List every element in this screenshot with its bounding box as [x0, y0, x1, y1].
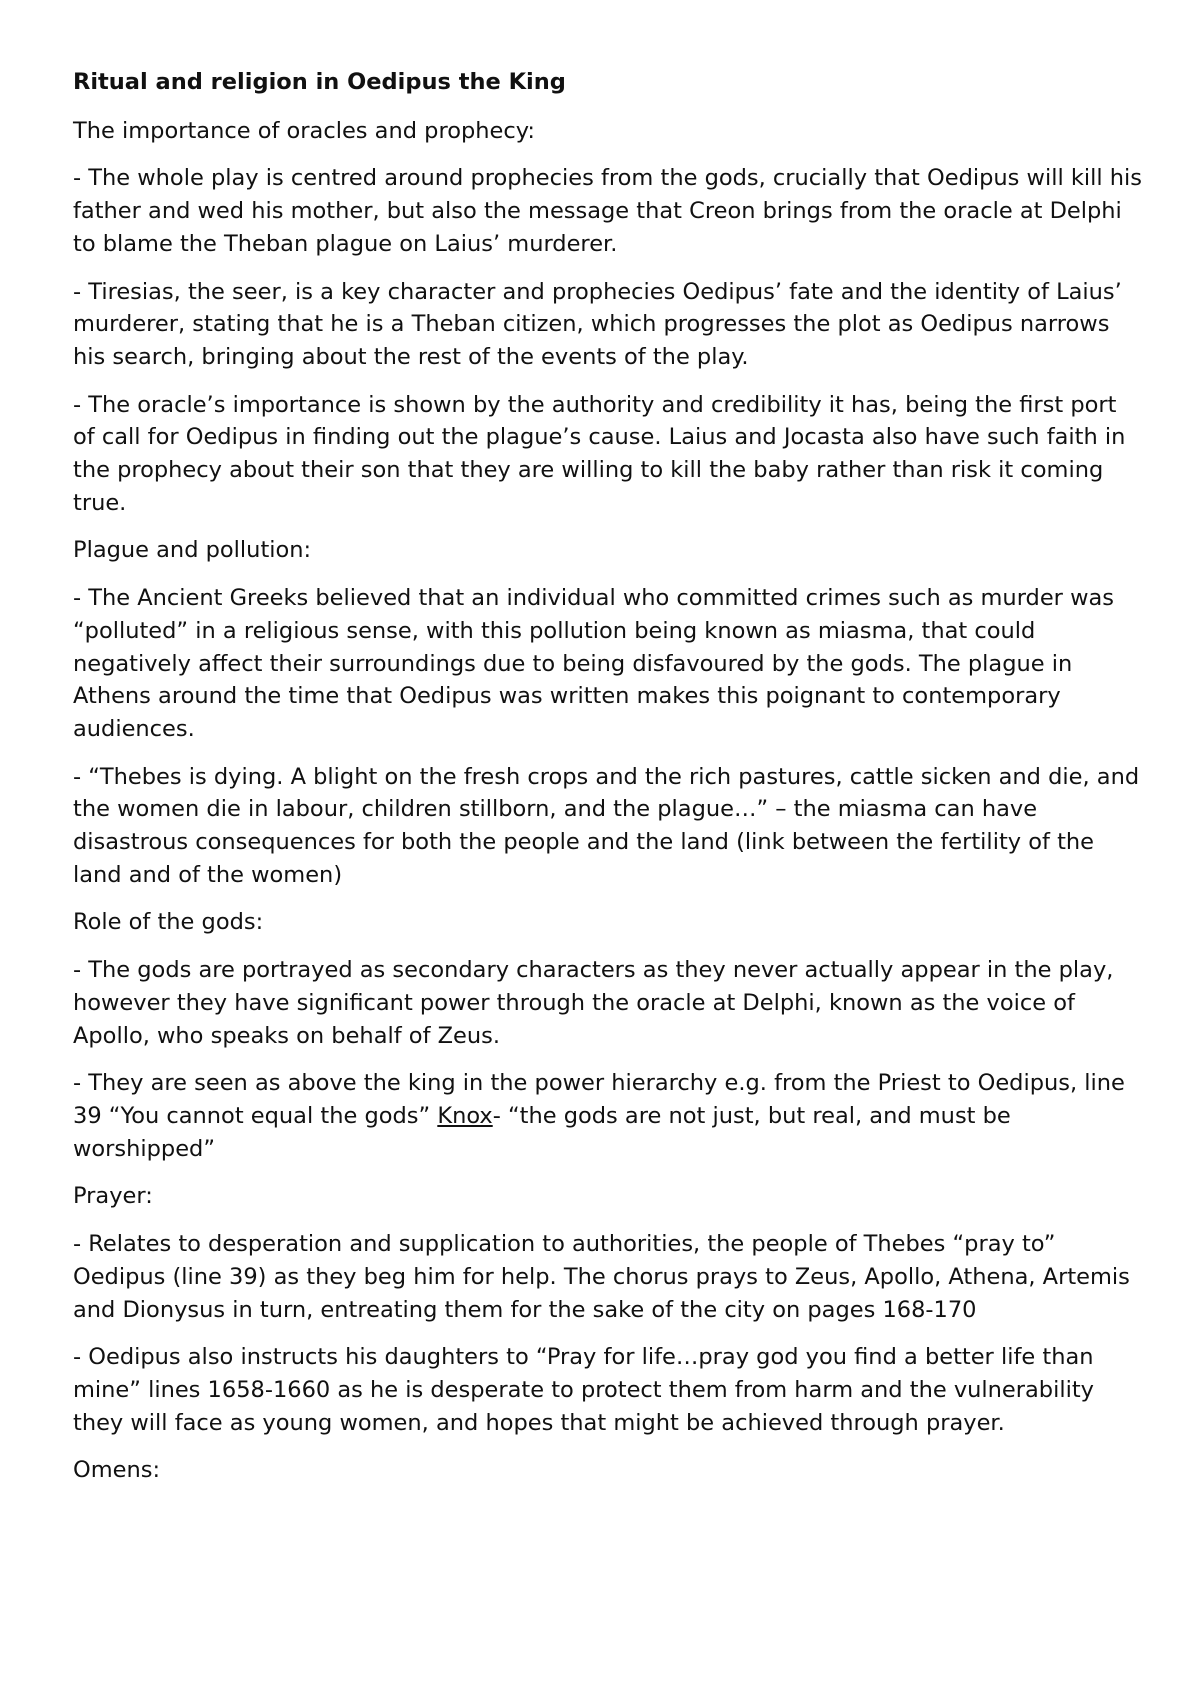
- section-heading-prayer: Prayer:: [73, 1183, 153, 1210]
- paragraph-with-link: [73, 1067, 1143, 1165]
- paragraph: - The Ancient Greeks believed that an individual who committed crimes such as murder was “polluted” in a religious sense, with this pollution being known as miasma, that could negatively affect their surroundings due to being disfavoured by the gods. The plague in Athens around the time that Oedipus was written makes this poignant to contemporary audiences.: [73, 585, 1114, 742]
- document-title: Ritual and religion in Oedipus the King: [73, 69, 566, 95]
- document-page: [73, 66, 1143, 1502]
- paragraph: - The gods are portrayed as secondary characters as they never actually appear in the play, however they have significant power through the oracle at Delphi, known as the voice of Apollo, who speaks on behalf of Zeus.: [73, 957, 1114, 1049]
- paragraph: - The whole play is centred around prophecies from the gods, crucially that Oedipus will kill his father and wed his mother, but also the message that Creon brings from the oracle at Delphi to blame the Theban plague on Laius’ murderer.: [73, 165, 1143, 257]
- paragraph: - The oracle’s importance is shown by the authority and credibility it has, being the first port of call for Oedipus in finding out the plague’s cause. Laius and Jocasta also have such faith in the prophecy about their son that they are willing to kill the baby rather than risk it coming true.: [73, 391, 1126, 516]
- knox-link[interactable]: Knox: [437, 1102, 493, 1129]
- section-heading-plague: Plague and pollution:: [73, 537, 312, 564]
- paragraph-text: - They are seen as above the king in the power hierarchy e.g. from the Priest to Oedipus, line 39 “You cannot equal the gods”: [73, 1070, 1125, 1129]
- paragraph: - Relates to desperation and supplication to authorities, the people of Thebes “pray to” Oedipus (line 39) as they beg him for help. The chorus prays to Zeus, Apollo, Athena, Artemis and Dionysus in turn, entreating them for the sake of the city on pages 168-170: [73, 1231, 1130, 1323]
- section-heading-omens: Omens:: [73, 1457, 161, 1484]
- paragraph: - Tiresias, the seer, is a key character and prophecies Oedipus’ fate and the identity of Laius’ murderer, stating that he is a Theban citizen, which progresses the plot as Oedipus narrows his search, bringing about the rest of the events of the play.: [73, 278, 1122, 370]
- section-heading-gods: Role of the gods:: [73, 909, 264, 936]
- paragraph-text: - “the gods are not just, but real, and must be worshipped”: [73, 1102, 1011, 1162]
- paragraph: - “Thebes is dying. A blight on the fresh crops and the rich pastures, cattle sicken and die, and the women die in labour, children stillborn, and the plague…” – the miasma can have disastrous consequences for both the people and the land (link between the fertility of the land and of the women): [73, 763, 1140, 888]
- section-heading-oracles: The importance of oracles and prophecy:: [73, 117, 535, 144]
- paragraph: - Oedipus also instructs his daughters to “Pray for life…pray god you find a better life than mine” lines 1658-1660 as he is desperate to protect them from harm and the vulnerability they will face as young women, and hopes that might be achieved through prayer.: [73, 1344, 1094, 1436]
